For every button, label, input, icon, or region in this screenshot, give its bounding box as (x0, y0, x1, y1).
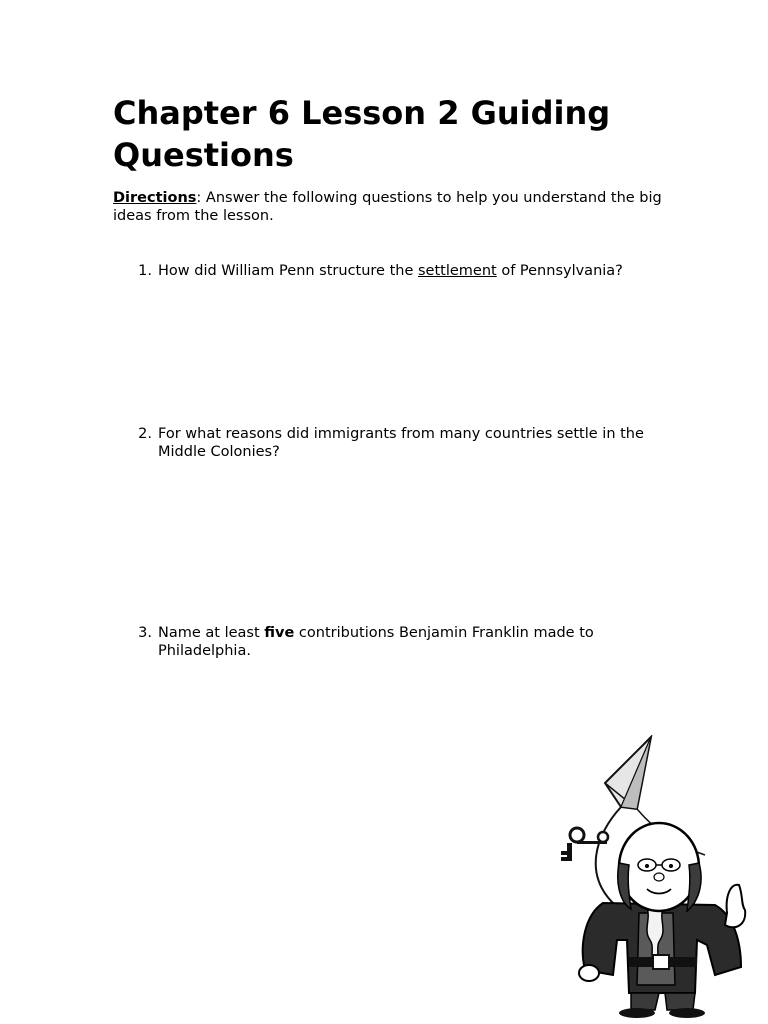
question-text-part: contributions Benjamin Franklin made to Philadelphia. (158, 625, 594, 659)
question-text (158, 262, 660, 280)
underlined-term: settlement (418, 263, 497, 279)
question-number: 1. (138, 263, 152, 279)
directions-paragraph (113, 189, 673, 225)
question-text-part: of Pennsylvania? (496, 263, 623, 279)
question-text (158, 425, 660, 461)
page-title: Chapter 6 Lesson 2 Guiding Questions (113, 94, 611, 174)
benjamin-franklin-with-kite-clipart-icon (555, 735, 755, 1020)
question-text (158, 624, 660, 660)
directions-text: : Answer the following questions to help you understand the big ideas from the lesson. (113, 190, 662, 224)
directions-label: Directions (113, 190, 197, 206)
key-icon (561, 828, 608, 861)
bold-term: five (264, 625, 295, 641)
kite-icon (605, 737, 651, 809)
question-text-part: For what reasons did immigrants from many countries settle in the Middle Colonies? (158, 426, 644, 460)
question-3 (130, 624, 660, 660)
question-2 (130, 425, 660, 461)
question-text-part: Name at least (158, 625, 265, 641)
question-1 (130, 262, 660, 280)
question-number: 3. (138, 625, 152, 641)
question-number: 2. (138, 426, 152, 442)
question-text-part: How did William Penn structure the (158, 263, 418, 279)
